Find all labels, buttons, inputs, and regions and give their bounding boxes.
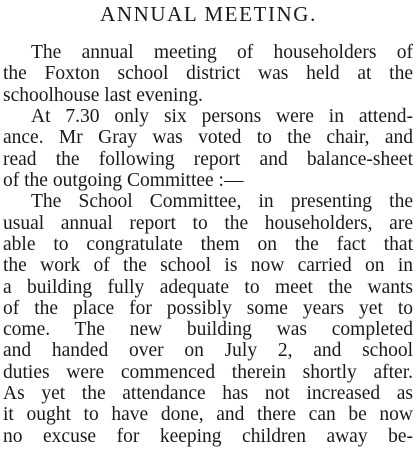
text-line: the Foxton school district was held at the <box>3 63 413 85</box>
text-line: it ought to have done, and there can be now <box>3 404 413 426</box>
text-line: The annual meeting of householders of <box>31 42 413 63</box>
text-line: schoolhouse last evening. <box>3 84 203 106</box>
text-line: the work of the school is now carried on in <box>3 255 413 277</box>
text-line: of the outgoing Committee :— <box>3 169 244 191</box>
text-line: ance. Mr Gray was voted to the chair, and <box>3 127 413 149</box>
text-line: At 7.30 only six persons were in attend- <box>31 105 413 127</box>
text-line: come. The new building was completed <box>3 319 413 341</box>
article-heading: ANNUAL MEETING. <box>100 2 317 26</box>
text-line: a building fully adequate to meet the wants <box>3 276 413 298</box>
text-line: and handed over on July 2, and school <box>3 340 413 362</box>
text-line: read the following report and balance-sheet <box>3 148 413 170</box>
text-line: no excuse for keeping children away be- <box>3 425 413 447</box>
text-line: able to congratulate them on the fact that <box>3 233 413 255</box>
text-line: As yet the attendance has not increased as <box>3 383 413 405</box>
text-line: usual annual report to the householders, are <box>3 212 413 234</box>
text-line: of the place for possibly some years yet to <box>3 297 413 319</box>
text-line: duties were commenced therein shortly after. <box>3 361 413 383</box>
text-line: The School Committee, in presenting the <box>31 191 413 213</box>
